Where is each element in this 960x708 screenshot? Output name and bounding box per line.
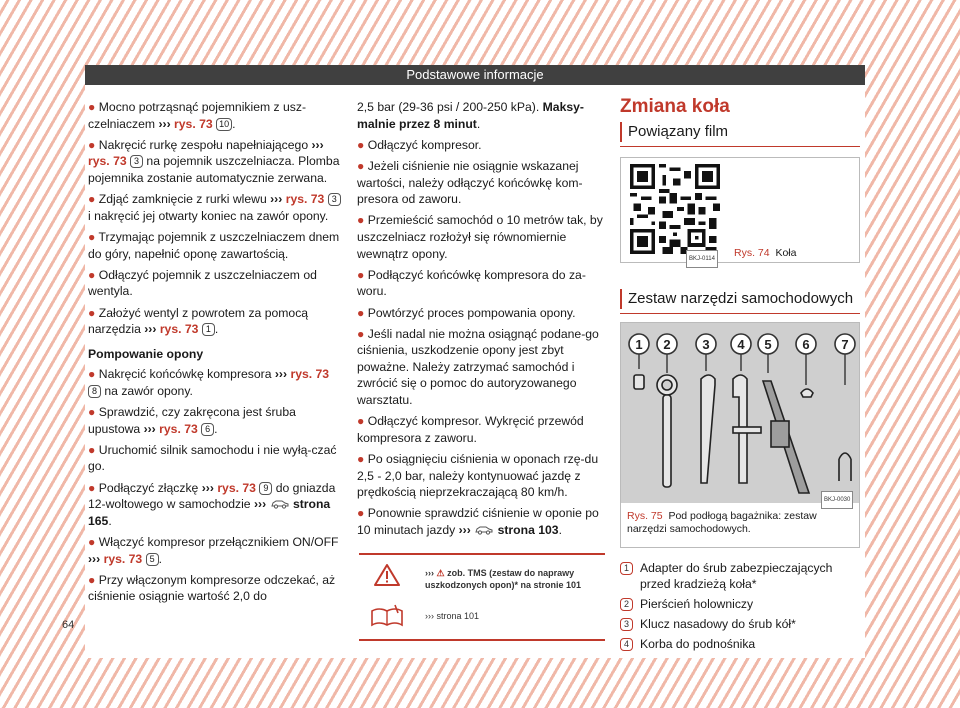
legend-number: 3 (620, 618, 633, 631)
bullet-icon: ● (357, 305, 365, 320)
legend-list (620, 560, 860, 653)
warning-reference[interactable]: ››› ⚠ zob. TMS (zestaw do naprawy uszkodzonych opon)* na stronie 101 (425, 567, 582, 590)
bullet-icon: ● (88, 480, 96, 495)
bullet-icon: ● (88, 267, 96, 282)
figure-link[interactable]: rys. 73 (285, 192, 325, 207)
list-item: ● Podłączyć złączkę ››› rys. 73 9 do gniazda 12-woltowego w samochodzie ››› strona 165. (88, 480, 336, 528)
bullet-icon: ● (357, 137, 365, 152)
divider (620, 313, 860, 314)
tool-number-7: 7 (841, 336, 849, 352)
callout-number: 10 (216, 118, 232, 131)
book-icon (369, 603, 405, 629)
list-item: ● Odłączyć kompresor. Wykręcić przewód kompresora z zaworu. (357, 414, 584, 445)
car-icon (474, 524, 494, 535)
list-item: ● Przy włączonym kompresorze odczekać, aż ciśnienie osiągnie wartość 2,0 do (88, 572, 336, 604)
figure-link[interactable]: rys. 73 (159, 421, 198, 436)
figure-link[interactable]: rys. 73 (174, 116, 213, 131)
figure-qr (620, 157, 860, 263)
list-item: ● Odłączyć pojemnik z uszczelniaczem od wentyla. (88, 267, 317, 299)
qr-code-image[interactable] (630, 164, 720, 254)
tool-number-6: 6 (802, 336, 810, 352)
image-code: BKJ-0030 (821, 491, 853, 510)
callout-number: 3 (328, 193, 341, 206)
bullet-icon: ● (88, 137, 96, 152)
warning-box (359, 553, 605, 641)
bullet-icon: ● (88, 229, 96, 244)
bullet-icon: ● (88, 192, 96, 207)
figure-caption: Rys. 74 Koła (734, 246, 797, 259)
tool-number-1: 1 (635, 336, 643, 352)
subsection-title: Powiązany film (628, 122, 729, 140)
list-item: ● Zdjąć zamknięcie z rurki wlewu ››› rys. 73 3 i nakręcić jej otwarty koniec na zawór opony. (88, 191, 344, 224)
legend-number: 4 (620, 638, 633, 651)
paragraph: 2,5 bar (29-36 psi / 200-250 kPa). Maksy-malnie przez 8 minut. (357, 100, 584, 131)
list-item: ● Uruchomić silnik samochodu i nie wyłą-czać go. (88, 442, 337, 474)
bullet-icon: ● (357, 158, 365, 173)
callout-number: 6 (201, 423, 214, 436)
bullet-icon: ● (88, 305, 96, 320)
warning-small-icon: ⚠ (436, 567, 445, 578)
callout-number: 1 (202, 323, 215, 336)
bullet-icon: ● (88, 535, 96, 549)
list-item: ● Jeśli nadal nie można osiągnąć podane-go ciśnienia, uszkodzenie opony jest zbyt poważne. Należy zatrzymać samochód i zwrócić się o pomoc do autoryzowanego warsztatu. (357, 326, 599, 408)
bullet-icon: ● (88, 100, 96, 114)
bullet-icon: ● (357, 414, 365, 429)
column-left (88, 99, 344, 610)
bullet-icon: ● (88, 405, 96, 420)
column-middle (357, 99, 605, 641)
tool-number-5: 5 (764, 336, 772, 352)
figure-link[interactable]: rys. 73 (217, 480, 256, 495)
subsection-title: Zestaw narzędzi samochodowych (628, 289, 854, 307)
figure-link[interactable]: rys. 73 (159, 322, 199, 337)
divider (620, 146, 860, 147)
bullet-icon: ● (357, 213, 365, 228)
tools-illustration (621, 323, 859, 503)
warning-triangle-icon (373, 563, 401, 587)
list-item: ● Mocno potrząsnąć pojemnikiem z usz-czelniaczem ››› rys. 73 10 . (88, 100, 307, 131)
bullet-icon: ● (88, 572, 96, 587)
list-item: ● Nakręcić rurkę zespołu napełniającego ››› rys. 73 3 na pojemnik uszczelniacza. Plomba pojemnika zostanie automatycznie zerwana. (88, 137, 340, 185)
list-item: ● Włączyć kompresor przełącznikiem ON/OFF ››› rys. 73 5 . (88, 535, 339, 566)
page-link[interactable]: strona 103 (497, 523, 559, 537)
subsection-header (620, 289, 860, 309)
page-link[interactable]: strona 165 (88, 497, 331, 528)
callout-number: 9 (259, 482, 272, 495)
list-item: ● Odłączyć kompresor. (357, 137, 482, 152)
section-title: Zmiana koła (620, 96, 730, 117)
note-reference[interactable]: ››› strona 101 (425, 610, 480, 621)
bullet-icon: ● (357, 452, 365, 467)
list-item: ● Założyć wentyl z powrotem za pomocą narzędzia ››› rys. 73 1 . (88, 305, 309, 337)
car-icon (270, 498, 290, 509)
list-item: ● Sprawdzić, czy zakręcona jest śruba upustowa ››› rys. 73 6 . (88, 405, 296, 436)
list-item: ● Trzymając pojemnik z uszczelniaczem dnem do góry, napełnić oponę zawartością. (88, 229, 340, 261)
list-item: 1 Adapter do śrub zabezpieczających przed kradzieżą koła* (620, 560, 860, 593)
list-item: 2 Pierścień holowniczy (620, 596, 860, 613)
bullet-icon: ● (357, 506, 365, 521)
tool-number-3: 3 (702, 336, 710, 352)
legend-number: 1 (620, 562, 633, 575)
list-item: ● Po osiągnięciu ciśnienia w oponach rzę-du 2,5 - 2,0 bar, należy kontynuować jazdę z prędkością nieprzekraczającą 80 km/h. (357, 452, 599, 500)
list-item: ● Ponownie sprawdzić ciśnienie w oponie po 10 minutach jazdy ››› strona 103. (357, 506, 599, 537)
column-right (620, 96, 860, 656)
figure-caption: Rys. 75 Pod podłogą bagażnika: zestaw narzędzi samochodowych. (627, 509, 817, 535)
callout-number: 3 (130, 155, 143, 168)
legend-number: 2 (620, 598, 633, 611)
bullet-icon: ● (357, 326, 365, 341)
bullet-icon: ● (88, 367, 96, 382)
list-item: ● Podłączyć końcówkę kompresora do za-woru. (357, 267, 586, 299)
list-item: 4 Korba do podnośnika (620, 636, 860, 653)
callout-number: 8 (88, 385, 101, 398)
page-number: 64 (62, 619, 75, 631)
tool-number-2: 2 (663, 336, 671, 352)
bullet-icon: ● (88, 442, 96, 457)
callout-number: 5 (146, 553, 159, 566)
list-item: ● Przemieścić samochód o 10 metrów tak, by uszczelniacz rozłożył się równomiernie wewnątrz opony. (357, 213, 603, 261)
list-item: ● Nakręcić końcówkę kompresora ››› rys. 73 8 na zawór opony. (88, 367, 330, 398)
bullet-icon: ● (357, 267, 365, 282)
list-item: 3 Klucz nasadowy do śrub kół* (620, 616, 860, 633)
subsection-header (620, 122, 860, 142)
figure-link[interactable]: rys. 73 (290, 367, 330, 382)
image-code: BKJ-0114 (686, 250, 718, 269)
page-header: Podstawowe informacje (85, 65, 865, 85)
tool-number-4: 4 (737, 336, 745, 352)
subheading: Pompowanie opony (88, 346, 204, 361)
figure-link[interactable]: rys. 73 (103, 551, 143, 566)
list-item: ● Jeżeli ciśnienie nie osiągnie wskazanej wartości, należy odłączyć końcówkę kom-presora od zaworu. (357, 158, 583, 207)
list-item: ● Powtórzyć proces pompowania opony. (357, 305, 576, 320)
figure-tools (620, 322, 860, 548)
figure-link[interactable]: rys. 73 (88, 154, 127, 169)
